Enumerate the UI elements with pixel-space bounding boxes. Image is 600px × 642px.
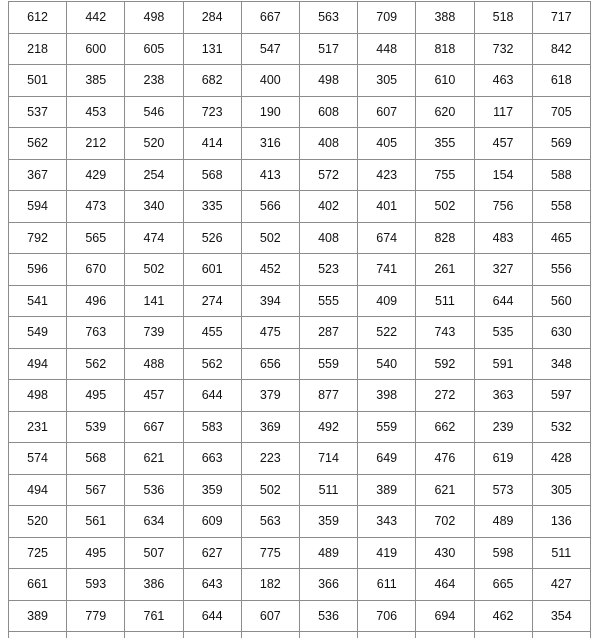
table-cell: 610 (416, 65, 474, 97)
number-table-body (9, 2, 591, 639)
table-cell: 644 (474, 285, 532, 317)
table-row-partial (9, 632, 591, 639)
table-row (9, 600, 591, 632)
table-cell: 400 (241, 65, 299, 97)
table-cell: 494 (9, 474, 67, 506)
table-cell: 408 (299, 128, 357, 160)
table-cell: 682 (183, 65, 241, 97)
table-cell: 621 (416, 474, 474, 506)
table-cell: 442 (67, 2, 125, 34)
table-cell: 359 (183, 474, 241, 506)
table-cell: 518 (474, 2, 532, 34)
table-cell: 661 (9, 569, 67, 601)
table-cell: 556 (532, 254, 590, 286)
table-cell: 394 (241, 285, 299, 317)
table-row (9, 443, 591, 475)
table-cell-empty (241, 632, 299, 639)
table-cell: 706 (358, 600, 416, 632)
table-cell: 663 (183, 443, 241, 475)
table-cell: 600 (67, 33, 125, 65)
table-cell: 520 (125, 128, 183, 160)
table-cell: 601 (183, 254, 241, 286)
table-cell: 763 (67, 317, 125, 349)
table-cell: 287 (299, 317, 357, 349)
table-cell: 366 (299, 569, 357, 601)
table-cell: 559 (299, 348, 357, 380)
table-cell: 818 (416, 33, 474, 65)
table-cell: 385 (67, 65, 125, 97)
table-cell: 502 (125, 254, 183, 286)
table-cell: 483 (474, 222, 532, 254)
table-cell: 598 (474, 537, 532, 569)
table-cell: 605 (125, 33, 183, 65)
table-cell: 494 (9, 348, 67, 380)
table-cell: 359 (299, 506, 357, 538)
table-row (9, 569, 591, 601)
table-cell: 828 (416, 222, 474, 254)
table-cell: 316 (241, 128, 299, 160)
table-cell: 526 (183, 222, 241, 254)
table-cell: 141 (125, 285, 183, 317)
table-cell: 725 (9, 537, 67, 569)
table-cell: 413 (241, 159, 299, 191)
table-cell: 546 (125, 96, 183, 128)
table-cell: 665 (474, 569, 532, 601)
table-cell: 327 (474, 254, 532, 286)
table-cell: 402 (299, 191, 357, 223)
table-cell: 520 (9, 506, 67, 538)
table-cell: 502 (241, 474, 299, 506)
table-cell: 775 (241, 537, 299, 569)
table-cell: 305 (532, 474, 590, 506)
table-cell: 367 (9, 159, 67, 191)
table-cell: 562 (67, 348, 125, 380)
table-cell: 555 (299, 285, 357, 317)
table-cell: 212 (67, 128, 125, 160)
table-row (9, 33, 591, 65)
table-cell: 238 (125, 65, 183, 97)
table-cell: 609 (183, 506, 241, 538)
table-row (9, 380, 591, 412)
table-cell: 190 (241, 96, 299, 128)
table-row (9, 348, 591, 380)
table-cell: 455 (183, 317, 241, 349)
table-cell: 634 (125, 506, 183, 538)
table-cell: 489 (299, 537, 357, 569)
table-cell: 649 (358, 443, 416, 475)
table-cell: 465 (532, 222, 590, 254)
table-cell: 463 (474, 65, 532, 97)
table-cell: 430 (416, 537, 474, 569)
table-cell: 562 (9, 128, 67, 160)
table-cell: 363 (474, 380, 532, 412)
table-cell: 607 (241, 600, 299, 632)
table-row (9, 474, 591, 506)
table-cell: 452 (241, 254, 299, 286)
table-cell: 401 (358, 191, 416, 223)
table-cell: 154 (474, 159, 532, 191)
table-cell: 656 (241, 348, 299, 380)
table-cell: 560 (532, 285, 590, 317)
table-cell-empty (9, 632, 67, 639)
table-cell-empty (125, 632, 183, 639)
table-cell: 597 (532, 380, 590, 412)
table-cell: 507 (125, 537, 183, 569)
table-cell: 182 (241, 569, 299, 601)
table-cell: 566 (241, 191, 299, 223)
table-cell: 495 (67, 537, 125, 569)
table-cell: 709 (358, 2, 416, 34)
table-cell: 476 (416, 443, 474, 475)
table-cell: 522 (358, 317, 416, 349)
table-row (9, 128, 591, 160)
table-cell: 488 (125, 348, 183, 380)
table-cell: 502 (416, 191, 474, 223)
table-row (9, 2, 591, 34)
table-row (9, 254, 591, 286)
table-row (9, 222, 591, 254)
table-cell: 574 (9, 443, 67, 475)
table-row (9, 96, 591, 128)
table-cell: 644 (183, 600, 241, 632)
table-cell: 419 (358, 537, 416, 569)
table-cell: 409 (358, 285, 416, 317)
table-row (9, 191, 591, 223)
table-cell: 239 (474, 411, 532, 443)
table-cell: 549 (9, 317, 67, 349)
table-cell: 621 (125, 443, 183, 475)
table-cell: 536 (299, 600, 357, 632)
table-cell: 473 (67, 191, 125, 223)
table-cell: 511 (299, 474, 357, 506)
table-cell: 569 (532, 128, 590, 160)
table-cell: 475 (241, 317, 299, 349)
table-cell: 389 (9, 600, 67, 632)
table-cell: 594 (9, 191, 67, 223)
table-cell: 761 (125, 600, 183, 632)
table-cell: 674 (358, 222, 416, 254)
table-cell: 414 (183, 128, 241, 160)
table-cell: 457 (474, 128, 532, 160)
table-cell: 539 (67, 411, 125, 443)
table-cell: 559 (358, 411, 416, 443)
table-cell: 131 (183, 33, 241, 65)
table-cell: 611 (358, 569, 416, 601)
table-cell: 405 (358, 128, 416, 160)
table-row (9, 317, 591, 349)
table-cell: 608 (299, 96, 357, 128)
table-cell: 501 (9, 65, 67, 97)
table-cell: 517 (299, 33, 357, 65)
table-cell: 563 (299, 2, 357, 34)
table-cell: 842 (532, 33, 590, 65)
table-cell: 427 (532, 569, 590, 601)
table-cell: 567 (67, 474, 125, 506)
table-cell: 702 (416, 506, 474, 538)
table-cell: 474 (125, 222, 183, 254)
table-cell: 453 (67, 96, 125, 128)
table-cell: 643 (183, 569, 241, 601)
table-cell: 535 (474, 317, 532, 349)
table-cell: 489 (474, 506, 532, 538)
table-cell: 408 (299, 222, 357, 254)
table-row (9, 411, 591, 443)
table-cell: 428 (532, 443, 590, 475)
table-cell: 231 (9, 411, 67, 443)
table-cell: 667 (241, 2, 299, 34)
table-cell: 511 (532, 537, 590, 569)
table-cell: 558 (532, 191, 590, 223)
table-cell: 596 (9, 254, 67, 286)
table-cell: 523 (299, 254, 357, 286)
table-cell: 573 (474, 474, 532, 506)
table-cell: 618 (532, 65, 590, 97)
table-cell: 386 (125, 569, 183, 601)
table-cell: 498 (125, 2, 183, 34)
table-cell-empty (299, 632, 357, 639)
table-cell: 565 (67, 222, 125, 254)
table-cell: 502 (241, 222, 299, 254)
table-cell: 117 (474, 96, 532, 128)
table-cell: 743 (416, 317, 474, 349)
table-cell: 536 (125, 474, 183, 506)
table-cell: 714 (299, 443, 357, 475)
table-cell: 779 (67, 600, 125, 632)
table-cell: 662 (416, 411, 474, 443)
number-table (8, 1, 591, 638)
table-cell: 398 (358, 380, 416, 412)
table-cell-empty (532, 632, 590, 639)
table-cell: 561 (67, 506, 125, 538)
table-cell: 732 (474, 33, 532, 65)
table-cell: 429 (67, 159, 125, 191)
table-cell: 498 (9, 380, 67, 412)
table-cell: 568 (67, 443, 125, 475)
table-cell: 495 (67, 380, 125, 412)
table-cell: 369 (241, 411, 299, 443)
table-cell: 340 (125, 191, 183, 223)
table-cell: 583 (183, 411, 241, 443)
table-cell: 511 (416, 285, 474, 317)
table-cell: 612 (9, 2, 67, 34)
table-cell: 592 (416, 348, 474, 380)
table-cell-empty (183, 632, 241, 639)
table-cell: 261 (416, 254, 474, 286)
table-cell: 588 (532, 159, 590, 191)
table-cell-empty (358, 632, 416, 639)
table-cell: 694 (416, 600, 474, 632)
table-cell: 348 (532, 348, 590, 380)
table-cell: 223 (241, 443, 299, 475)
table-cell-empty (474, 632, 532, 639)
table-cell: 496 (67, 285, 125, 317)
table-cell: 448 (358, 33, 416, 65)
table-cell: 644 (183, 380, 241, 412)
table-cell: 254 (125, 159, 183, 191)
table-cell: 284 (183, 2, 241, 34)
table-cell: 423 (358, 159, 416, 191)
table-cell: 389 (358, 474, 416, 506)
table-cell: 540 (358, 348, 416, 380)
table-cell: 756 (474, 191, 532, 223)
number-table-container (8, 1, 590, 638)
table-cell: 630 (532, 317, 590, 349)
table-cell: 354 (532, 600, 590, 632)
table-cell: 388 (416, 2, 474, 34)
table-cell: 464 (416, 569, 474, 601)
table-cell: 457 (125, 380, 183, 412)
table-row (9, 537, 591, 569)
table-cell: 343 (358, 506, 416, 538)
table-cell: 541 (9, 285, 67, 317)
table-row (9, 506, 591, 538)
table-cell: 355 (416, 128, 474, 160)
table-cell: 619 (474, 443, 532, 475)
table-cell: 547 (241, 33, 299, 65)
table-cell: 723 (183, 96, 241, 128)
table-cell-empty (416, 632, 474, 639)
table-cell: 462 (474, 600, 532, 632)
table-row (9, 159, 591, 191)
table-row (9, 65, 591, 97)
table-cell: 607 (358, 96, 416, 128)
table-cell: 739 (125, 317, 183, 349)
table-cell: 591 (474, 348, 532, 380)
table-cell: 492 (299, 411, 357, 443)
table-cell: 667 (125, 411, 183, 443)
table-cell: 537 (9, 96, 67, 128)
table-cell: 498 (299, 65, 357, 97)
table-cell: 272 (416, 380, 474, 412)
table-cell: 670 (67, 254, 125, 286)
table-cell: 563 (241, 506, 299, 538)
table-cell: 792 (9, 222, 67, 254)
table-cell: 620 (416, 96, 474, 128)
table-cell: 562 (183, 348, 241, 380)
table-cell: 755 (416, 159, 474, 191)
table-cell: 305 (358, 65, 416, 97)
table-cell: 568 (183, 159, 241, 191)
table-cell: 717 (532, 2, 590, 34)
table-cell-empty (67, 632, 125, 639)
table-cell: 877 (299, 380, 357, 412)
table-cell: 335 (183, 191, 241, 223)
table-cell: 572 (299, 159, 357, 191)
table-row (9, 285, 591, 317)
table-cell: 218 (9, 33, 67, 65)
table-cell: 532 (532, 411, 590, 443)
table-cell: 741 (358, 254, 416, 286)
table-cell: 593 (67, 569, 125, 601)
table-cell: 627 (183, 537, 241, 569)
table-cell: 274 (183, 285, 241, 317)
table-cell: 705 (532, 96, 590, 128)
table-cell: 136 (532, 506, 590, 538)
table-cell: 379 (241, 380, 299, 412)
